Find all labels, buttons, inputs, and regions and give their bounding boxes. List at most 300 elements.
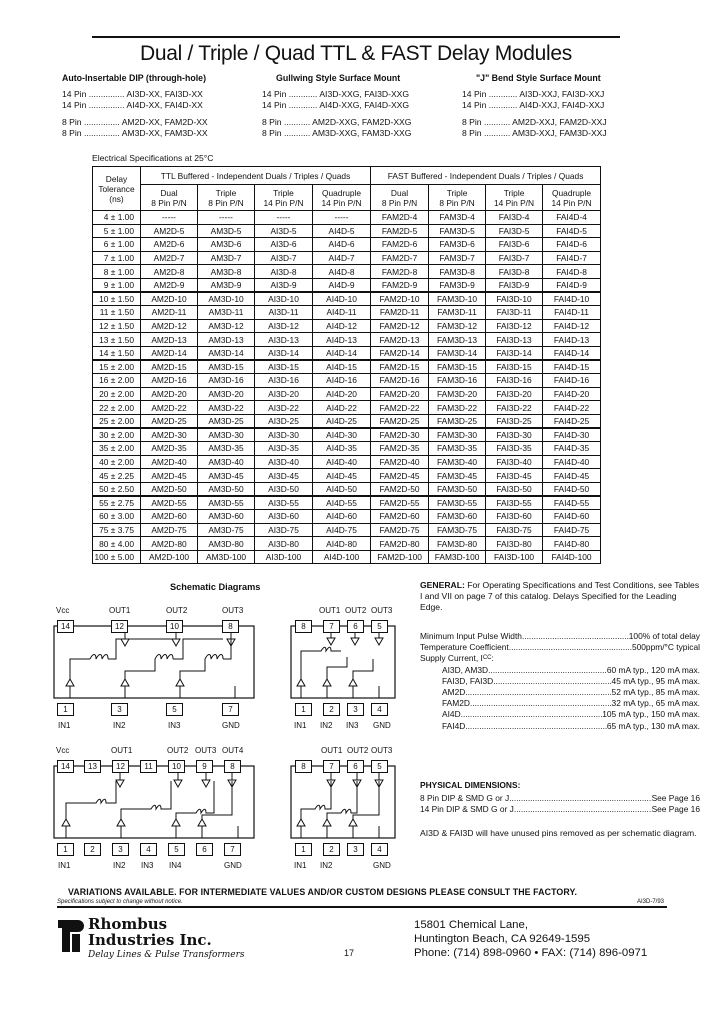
part-number-cell: AI3D-16 (255, 374, 313, 388)
part-number-cell: AI3D-11 (255, 306, 313, 320)
pin-box: 3 (347, 843, 364, 856)
part-number-cell: FAM2D-40 (371, 455, 429, 469)
part-number-cell: AM2D-10 (141, 292, 198, 306)
table-row (93, 306, 601, 320)
schematic-14pin-quad-drawing (50, 740, 260, 850)
table-row (93, 469, 601, 483)
out1-label: OUT1 (319, 606, 341, 615)
column-header: Triple 8 Pin P/N (198, 185, 255, 211)
part-number-cell: AI4D-13 (313, 333, 371, 347)
package-block-jbend (462, 73, 607, 139)
part-number-cell: AM3D-40 (198, 455, 255, 469)
pin-box: 10 (168, 760, 185, 773)
part-number-cell: ----- (198, 211, 255, 225)
tolerance-cell: 20 ± 2.00 (93, 387, 141, 401)
spec-row: Temperature Coefficient ..... 500ppm/°C typical (420, 642, 700, 653)
pin-box: 14 (57, 620, 74, 633)
part-number-cell: AM2D-40 (141, 455, 198, 469)
pin-box: 10 (166, 620, 183, 633)
package-heading: "J" Bend Style Surface Mount (476, 73, 601, 83)
table-row (93, 510, 601, 524)
column-header: Dual 8 Pin P/N (371, 185, 429, 211)
part-number-cell: FAM3D-75 (429, 523, 486, 537)
part-number-cell: FAI4D-100 (543, 550, 601, 564)
package-line: 14 Pin ............... AI3D-XX, FAI3D-XX (62, 89, 203, 99)
package-block-gullwing (262, 73, 411, 139)
table-row (93, 251, 601, 265)
out2-label: OUT2 (167, 746, 189, 755)
part-number-cell: AI4D-22 (313, 401, 371, 415)
pin-box: 8 (295, 760, 312, 773)
part-number-cell: FAI3D-20 (486, 387, 543, 401)
part-number-cell: FAM2D-11 (371, 306, 429, 320)
gnd-label: GND (224, 861, 242, 870)
pin-box: 5 (168, 843, 185, 856)
package-line: 14 Pin ............ AI3D-XXG, FAI3D-XXG (262, 89, 410, 99)
part-number-cell: AI4D-100 (313, 550, 371, 564)
part-number-cell: FAM3D-20 (429, 387, 486, 401)
part-number-cell: FAM3D-8 (429, 265, 486, 279)
spec-row: 8 Pin DIP & SMD G or J ..... See Page 16 (420, 793, 700, 804)
part-number-cell: AM2D-22 (141, 401, 198, 415)
pin-box: 2 (323, 703, 340, 716)
package-line: 8 Pin ........... AM3D-XXG, FAM3D-XXG (262, 128, 412, 138)
part-number-cell: FAI4D-22 (543, 401, 601, 415)
part-number-cell: AM2D-7 (141, 251, 198, 265)
part-number-cell: AI3D-8 (255, 265, 313, 279)
variations-notice: VARIATIONS AVAILABLE. FOR INTERMEDIATE VALUES AND/OR CUSTOM DESIGNS PLEASE CONSULT THE FACTORY. (68, 887, 577, 897)
address-line1: 15801 Chemical Lane, (414, 919, 528, 931)
tolerance-cell: 50 ± 2.50 (93, 482, 141, 496)
package-heading: Auto-Insertable DIP (through-hole) (62, 73, 207, 83)
part-number-cell: FAI3D-30 (486, 428, 543, 442)
out1-label: OUT1 (321, 746, 343, 755)
vcc-label: Vcc (56, 746, 70, 755)
spec-row: FAI4D ..... 65 mA typ., 130 mA max. (420, 721, 700, 732)
part-number-cell: FAI4D-4 (543, 211, 601, 225)
schematic-14pin-quad (50, 740, 260, 854)
part-number-cell: AI4D-8 (313, 265, 371, 279)
part-number-cell: AM3D-25 (198, 414, 255, 428)
part-number-cell: AI3D-6 (255, 238, 313, 252)
part-number-cell: AI3D-14 (255, 346, 313, 360)
part-number-cell: FAM3D-100 (429, 550, 486, 564)
schematic-8pin-triple (287, 600, 402, 714)
pin-box: 6 (347, 760, 364, 773)
part-number-cell: AI3D-35 (255, 442, 313, 456)
part-number-cell: FAM2D-20 (371, 387, 429, 401)
part-number-cell: FAM2D-4 (371, 211, 429, 225)
pin-box: 6 (196, 843, 213, 856)
footer-rule (57, 906, 667, 908)
part-number-cell: FAM2D-10 (371, 292, 429, 306)
part-number-cell: FAM3D-11 (429, 306, 486, 320)
part-number-cell: FAM2D-35 (371, 442, 429, 456)
out2-label: OUT2 (347, 746, 369, 755)
spec-list (420, 631, 700, 732)
part-number-cell: FAI4D-5 (543, 224, 601, 238)
part-number-cell: AI4D-40 (313, 455, 371, 469)
in2-label: IN2 (320, 721, 333, 730)
general-text: For Operating Specifications and Test Conditions, see Tables I and VII on page 7 of this catalog. Delays Specified for the Leading Edge. (420, 580, 700, 612)
part-number-cell: AM2D-75 (141, 523, 198, 537)
out3-label: OUT3 (195, 746, 217, 755)
document-number: AI3D-7/93 (636, 899, 664, 905)
ttl-group-header: TTL Buffered - Independent Duals / Triples / Quads (141, 167, 371, 185)
table-row (93, 428, 601, 442)
part-number-cell: FAI4D-45 (543, 469, 601, 483)
pin-box: 4 (140, 843, 157, 856)
part-number-cell: FAM3D-7 (429, 251, 486, 265)
part-number-cell: FAM2D-6 (371, 238, 429, 252)
spec-row: FAI3D, FAI3D ..... 45 mA typ., 95 mA max. (420, 676, 700, 687)
tolerance-cell: 35 ± 2.00 (93, 442, 141, 456)
table-row (93, 278, 601, 292)
part-number-cell: FAI4D-13 (543, 333, 601, 347)
in4-label: IN4 (169, 861, 182, 870)
pin-box: 1 (295, 843, 312, 856)
column-header: Dual 8 Pin P/N (141, 185, 198, 211)
part-number-cell: AI4D-7 (313, 251, 371, 265)
part-number-cell: FAI3D-12 (486, 319, 543, 333)
part-number-cell: AI4D-6 (313, 238, 371, 252)
pin-box: 12 (111, 620, 128, 633)
package-line: 8 Pin ............... AM3D-XX, FAM3D-XX (62, 128, 208, 138)
part-number-cell: FAM3D-60 (429, 510, 486, 524)
part-number-cell: FAI4D-6 (543, 238, 601, 252)
pin-box: 4 (371, 843, 388, 856)
spec-row: Minimum Input Pulse Width ..... 100% of total delay (420, 631, 700, 642)
tolerance-cell: 7 ± 1.00 (93, 251, 141, 265)
part-number-cell: AI4D-10 (313, 292, 371, 306)
part-number-cell: FAM3D-40 (429, 455, 486, 469)
subject-to-change: Specifications subject to change without notice. (57, 899, 183, 905)
part-number-cell: FAI3D-45 (486, 469, 543, 483)
schematic-14pin-triple-drawing (50, 600, 260, 710)
part-number-cell: FAI4D-30 (543, 428, 601, 442)
tolerance-cell: 22 ± 2.00 (93, 401, 141, 415)
part-number-cell: AM2D-30 (141, 428, 198, 442)
table-row (93, 292, 601, 306)
part-number-cell: FAI3D-11 (486, 306, 543, 320)
unused-pins-note: AI3D & FAI3D will have unused pins removed as per schematic diagram. (420, 828, 697, 838)
table-row (93, 496, 601, 510)
part-number-cell: FAI4D-14 (543, 346, 601, 360)
part-number-cell: FAM3D-55 (429, 496, 486, 510)
part-number-cell: FAM3D-12 (429, 319, 486, 333)
part-number-cell: AM3D-100 (198, 550, 255, 564)
spec-row: AI4D ..... 105 mA typ., 150 mA max. (420, 709, 700, 720)
part-number-cell: AI3D-80 (255, 537, 313, 551)
pin-box: 3 (112, 843, 129, 856)
part-number-cell: AM3D-75 (198, 523, 255, 537)
pin-box: 7 (224, 843, 241, 856)
part-number-cell: FAI3D-60 (486, 510, 543, 524)
part-number-cell: AI4D-15 (313, 360, 371, 374)
tolerance-cell: 40 ± 2.00 (93, 455, 141, 469)
part-number-cell: FAM3D-10 (429, 292, 486, 306)
part-number-cell: FAI3D-9 (486, 278, 543, 292)
part-number-cell: FAM3D-13 (429, 333, 486, 347)
gnd-label: GND (373, 861, 391, 870)
part-number-cell: FAI4D-35 (543, 442, 601, 456)
part-number-cell: FAI4D-55 (543, 496, 601, 510)
part-number-cell: FAM2D-60 (371, 510, 429, 524)
tolerance-cell: 75 ± 3.75 (93, 523, 141, 537)
part-number-cell: FAM3D-80 (429, 537, 486, 551)
table-row (93, 414, 601, 428)
part-number-cell: AM3D-8 (198, 265, 255, 279)
part-number-cell: FAI4D-8 (543, 265, 601, 279)
tolerance-cell: 55 ± 2.75 (93, 496, 141, 510)
part-number-cell: FAM2D-75 (371, 523, 429, 537)
table-row (93, 211, 601, 225)
part-number-cell: AM2D-5 (141, 224, 198, 238)
part-number-cell: FAM3D-30 (429, 428, 486, 442)
part-number-cell: AI3D-22 (255, 401, 313, 415)
part-number-cell: AM3D-5 (198, 224, 255, 238)
part-number-cell: FAI3D-6 (486, 238, 543, 252)
general-label: GENERAL: (420, 580, 465, 590)
part-number-cell: FAI3D-55 (486, 496, 543, 510)
part-number-cell: AM3D-16 (198, 374, 255, 388)
part-number-cell: AI3D-40 (255, 455, 313, 469)
table-row (93, 442, 601, 456)
out1-label: OUT1 (109, 606, 131, 615)
part-number-cell: AI4D-12 (313, 319, 371, 333)
part-number-cell: AM3D-80 (198, 537, 255, 551)
table-row (93, 360, 601, 374)
in2-label: IN2 (113, 861, 126, 870)
part-number-cell: FAI3D-10 (486, 292, 543, 306)
part-number-cell: AI3D-13 (255, 333, 313, 347)
pin-box: 2 (84, 843, 101, 856)
part-number-cell: FAI3D-15 (486, 360, 543, 374)
pin-box: 7 (323, 760, 340, 773)
part-number-cell: AM2D-9 (141, 278, 198, 292)
table-row (93, 550, 601, 564)
part-number-cell: AM2D-8 (141, 265, 198, 279)
in1-label: IN1 (294, 861, 307, 870)
part-number-cell: FAM3D-4 (429, 211, 486, 225)
part-number-cell: FAM2D-9 (371, 278, 429, 292)
part-number-cell: FAM2D-30 (371, 428, 429, 442)
part-number-cell: FAI4D-15 (543, 360, 601, 374)
schematic-8pin-dual-drawing (287, 740, 402, 850)
part-number-cell: FAM2D-16 (371, 374, 429, 388)
part-number-cell: FAM2D-25 (371, 414, 429, 428)
out2-label: OUT2 (166, 606, 188, 615)
part-number-cell: AI3D-9 (255, 278, 313, 292)
tolerance-cell: 10 ± 1.50 (93, 292, 141, 306)
part-number-cell: FAI3D-35 (486, 442, 543, 456)
table-row (93, 523, 601, 537)
package-line: 14 Pin ............ AI4D-XXG, FAI4D-XXG (262, 100, 410, 110)
pin-box: 7 (323, 620, 340, 633)
part-number-cell: FAM3D-5 (429, 224, 486, 238)
part-number-cell: AM2D-80 (141, 537, 198, 551)
table-row (93, 482, 601, 496)
part-number-cell: AM2D-60 (141, 510, 198, 524)
package-heading: Gullwing Style Surface Mount (276, 73, 401, 83)
title-rule (92, 36, 620, 38)
part-number-cell: AM3D-35 (198, 442, 255, 456)
part-number-cell: FAI3D-7 (486, 251, 543, 265)
company-address (414, 918, 647, 960)
part-number-cell: AM2D-6 (141, 238, 198, 252)
part-number-cell: FAM3D-6 (429, 238, 486, 252)
part-number-cell: AM3D-30 (198, 428, 255, 442)
part-number-cell: FAI4D-10 (543, 292, 601, 306)
part-number-cell: FAI4D-16 (543, 374, 601, 388)
part-number-cell: FAM2D-15 (371, 360, 429, 374)
part-number-cell: FAI3D-40 (486, 455, 543, 469)
part-number-cell: AI3D-10 (255, 292, 313, 306)
part-number-cell: AI3D-50 (255, 482, 313, 496)
in3-label: IN3 (141, 861, 154, 870)
part-number-cell: FAI3D-75 (486, 523, 543, 537)
part-number-cell: FAI3D-50 (486, 482, 543, 496)
tolerance-cell: 5 ± 1.00 (93, 224, 141, 238)
pin-box: 5 (166, 703, 183, 716)
part-number-cell: AM3D-6 (198, 238, 255, 252)
pin-box: 4 (371, 703, 388, 716)
part-number-cell: FAM2D-12 (371, 319, 429, 333)
pin-box: 8 (222, 620, 239, 633)
part-number-cell: AM2D-50 (141, 482, 198, 496)
part-number-cell: FAI4D-9 (543, 278, 601, 292)
out3-label: OUT3 (222, 606, 244, 615)
part-number-cell: AM3D-15 (198, 360, 255, 374)
part-number-cell: AM3D-14 (198, 346, 255, 360)
part-number-cell: FAM2D-100 (371, 550, 429, 564)
part-number-table (92, 166, 601, 564)
tolerance-cell: 4 ± 1.00 (93, 211, 141, 225)
table-row (93, 319, 601, 333)
part-number-cell: AI4D-5 (313, 224, 371, 238)
part-number-cell: FAI3D-8 (486, 265, 543, 279)
company-name-line2: Industries Inc. (88, 931, 212, 949)
pin-box: 6 (347, 620, 364, 633)
part-number-cell: FAM3D-9 (429, 278, 486, 292)
gnd-label: GND (373, 721, 391, 730)
fast-group-header: FAST Buffered - Independent Duals / Triples / Quads (371, 167, 601, 185)
part-number-cell: AM2D-14 (141, 346, 198, 360)
tolerance-cell: 30 ± 2.00 (93, 428, 141, 442)
package-line: 8 Pin ........... AM2D-XXG, FAM2D-XXG (262, 117, 412, 127)
part-number-cell: FAM2D-45 (371, 469, 429, 483)
part-number-cell: AM3D-10 (198, 292, 255, 306)
page-number: 17 (344, 948, 355, 958)
part-number-cell: AI4D-75 (313, 523, 371, 537)
part-number-cell: FAI4D-60 (543, 510, 601, 524)
in1-label: IN1 (58, 721, 71, 730)
part-number-cell: AM2D-11 (141, 306, 198, 320)
tolerance-cell: 9 ± 1.00 (93, 278, 141, 292)
tolerance-header: Delay Tolerance (ns) (93, 167, 141, 211)
part-number-cell: AM3D-22 (198, 401, 255, 415)
part-number-cell: AM3D-60 (198, 510, 255, 524)
part-number-cell: AM2D-13 (141, 333, 198, 347)
general-notes (420, 580, 700, 613)
tolerance-cell: 14 ± 1.50 (93, 346, 141, 360)
part-number-cell: AI4D-55 (313, 496, 371, 510)
part-number-cell: AI4D-16 (313, 374, 371, 388)
column-header: Triple 14 Pin P/N (486, 185, 543, 211)
part-number-cell: AI3D-30 (255, 428, 313, 442)
part-number-cell: FAM3D-16 (429, 374, 486, 388)
part-number-cell: FAM2D-50 (371, 482, 429, 496)
gnd-label: GND (222, 721, 240, 730)
in2-label: IN2 (113, 721, 126, 730)
pin-box: 1 (57, 703, 74, 716)
pin-box: 8 (224, 760, 241, 773)
part-number-cell: AM3D-45 (198, 469, 255, 483)
table-row (93, 224, 601, 238)
tolerance-cell: 100 ± 5.00 (93, 550, 141, 564)
part-number-cell: AI4D-9 (313, 278, 371, 292)
tolerance-cell: 60 ± 3.00 (93, 510, 141, 524)
table-row (93, 455, 601, 469)
part-number-cell: FAM3D-14 (429, 346, 486, 360)
part-number-cell: FAI3D-80 (486, 537, 543, 551)
out2-label: OUT2 (345, 606, 367, 615)
part-number-cell: AI4D-35 (313, 442, 371, 456)
part-number-cell: FAI4D-12 (543, 319, 601, 333)
in3-label: IN3 (168, 721, 181, 730)
package-line: 14 Pin ............... AI4D-XX, FAI4D-XX (62, 100, 203, 110)
tolerance-cell: 8 ± 1.00 (93, 265, 141, 279)
part-number-cell: AI3D-15 (255, 360, 313, 374)
part-number-cell: AI3D-25 (255, 414, 313, 428)
table-row (93, 537, 601, 551)
part-number-cell: FAM3D-15 (429, 360, 486, 374)
part-number-cell: AI3D-12 (255, 319, 313, 333)
part-number-cell: ----- (255, 211, 313, 225)
spec-row: FAM2D ..... 32 mA typ., 65 mA max. (420, 698, 700, 709)
pin-box: 7 (222, 703, 239, 716)
part-number-cell: AI4D-30 (313, 428, 371, 442)
part-number-cell: AI4D-11 (313, 306, 371, 320)
part-number-cell: FAI4D-40 (543, 455, 601, 469)
part-number-cell: AM3D-50 (198, 482, 255, 496)
company-name-line1: Rhombus (88, 915, 168, 933)
part-number-cell: AI3D-20 (255, 387, 313, 401)
part-number-cell: AM3D-20 (198, 387, 255, 401)
part-number-cell: AM2D-12 (141, 319, 198, 333)
pin-box: 1 (57, 843, 74, 856)
tolerance-cell: 6 ± 1.00 (93, 238, 141, 252)
rhombus-logo-icon (56, 916, 84, 956)
part-number-cell: FAM3D-50 (429, 482, 486, 496)
tolerance-cell: 12 ± 1.50 (93, 319, 141, 333)
part-number-cell: AI4D-50 (313, 482, 371, 496)
part-number-cell: AI4D-80 (313, 537, 371, 551)
pin-box: 3 (111, 703, 128, 716)
pin-box: 2 (323, 843, 340, 856)
in1-label: IN1 (58, 861, 71, 870)
pin-box: 5 (371, 760, 388, 773)
part-number-cell: AM2D-20 (141, 387, 198, 401)
part-number-cell: AM3D-12 (198, 319, 255, 333)
page-title: Dual / Triple / Quad TTL & FAST Delay Modules (140, 42, 572, 65)
out1-label: OUT1 (111, 746, 133, 755)
part-number-cell: FAM2D-7 (371, 251, 429, 265)
schematic-title: Schematic Diagrams (170, 582, 261, 592)
tolerance-cell: 45 ± 2.25 (93, 469, 141, 483)
tolerance-cell: 25 ± 2.00 (93, 414, 141, 428)
part-number-cell: AM3D-11 (198, 306, 255, 320)
